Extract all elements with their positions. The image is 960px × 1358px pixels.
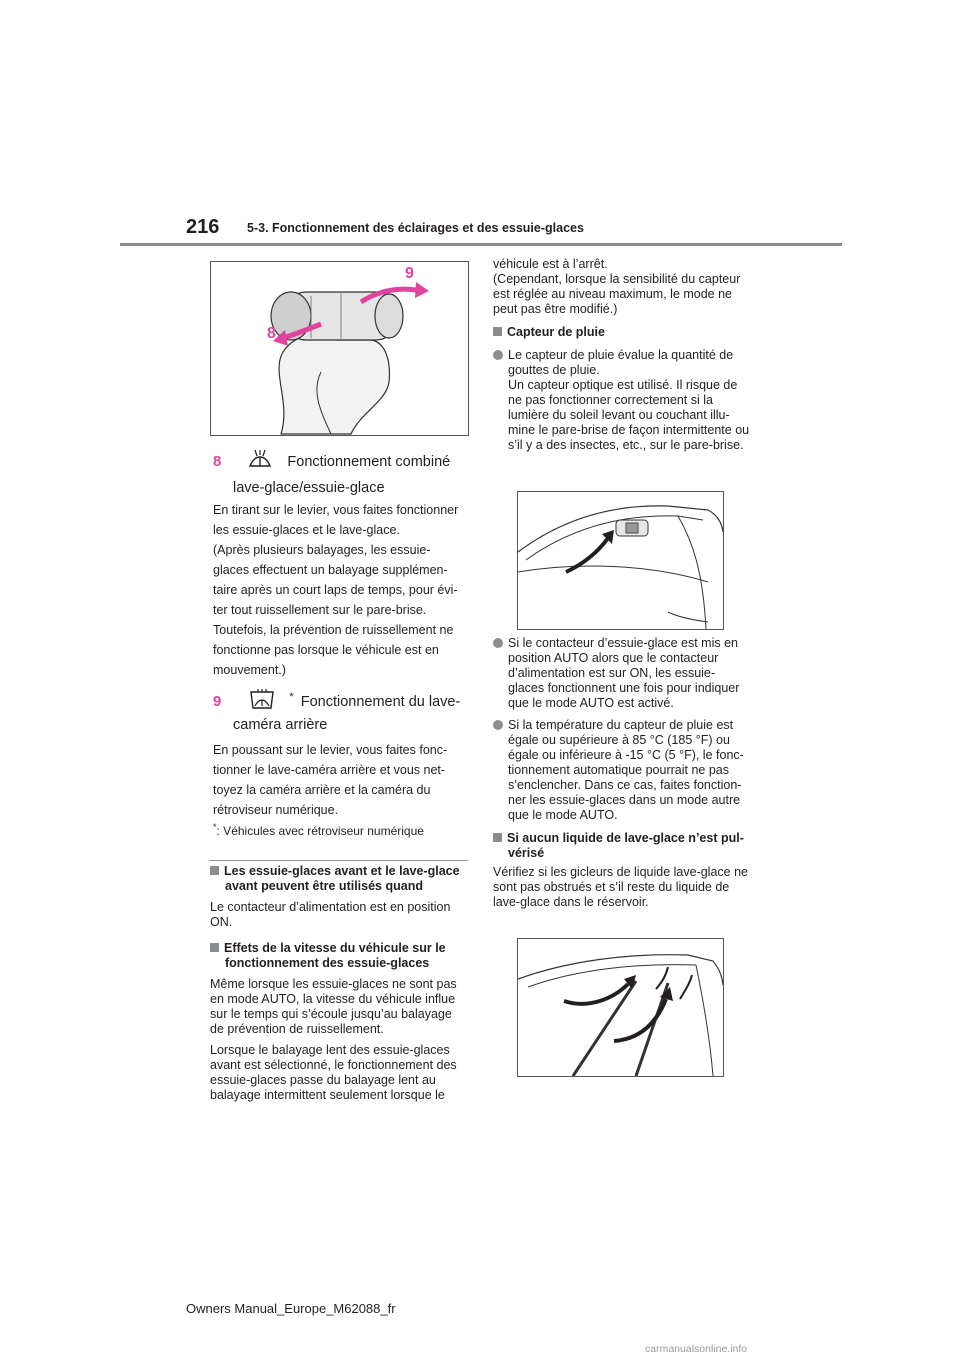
body-line: En poussant sur le levier, vous faites fonc-: [213, 743, 448, 757]
square-bullet-icon: [210, 943, 219, 952]
rain-sensor-bullet: Le capteur de pluie évalue la quantité de gouttes de pluie. Un capteur optique est utilisé. Il risque de ne pas fonctionner correctement si la lumière du soleil levant ou couchant illu-mine le pare-brise de façon intermittente ou s’il y a des insectes, etc., sur le pare-brise.: [493, 348, 751, 453]
item-8-title-2: lave-glace/essuie-glace: [233, 480, 385, 496]
footer-text: Owners Manual_Europe_M62088_fr: [186, 1301, 396, 1316]
bullet-dot-icon: [493, 350, 503, 360]
washer-nozzles-drawing: [518, 939, 723, 1076]
figure-label-8: 8: [267, 325, 276, 342]
body-line: les essuie-glaces et le lave-glace.: [213, 523, 400, 537]
item-8-heading: [213, 449, 473, 475]
square-bullet-icon: [493, 833, 502, 842]
right-column-mid: [493, 636, 751, 910]
body-line: (Après plusieurs balayages, les essuie-: [213, 543, 431, 557]
continuation-text: véhicule est à l’arrêt. (Cependant, lorsque la sensibilité du capteur est réglée au niveau maximum, le mode ne peut pas être modifié.): [493, 257, 741, 316]
body-line: toyez la caméra arrière et la caméra du: [213, 783, 431, 797]
bullet-dot-icon: [493, 638, 503, 648]
washer-nozzles-figure: [517, 938, 724, 1077]
item-9-body: [213, 740, 473, 820]
rain-sensor-figure: [517, 491, 724, 630]
header-rule: [120, 243, 842, 246]
auto-mode-bullet: Si le contacteur d’essuie-glace est mis en position AUTO alors que le contacteur d’alimentation est sur ON, les essuie-glaces fonctionnent une fois pour indiquer que le mode AUTO est activé.: [493, 636, 751, 711]
washer-wiper-icon: [247, 449, 273, 475]
left-sections: [210, 864, 468, 1103]
body-line: glaces effectuent un balayage supplémen-: [213, 563, 448, 577]
right-column: [493, 257, 751, 453]
body-line: fonctionne pas lorsque le véhicule est en: [213, 643, 439, 657]
item-9-heading: [213, 687, 473, 716]
no-fluid-heading: Si aucun liquide de lave-glace n’est pul-vérisé: [493, 831, 751, 861]
footnote-text: : Véhicules avec rétroviseur numérique: [216, 824, 424, 838]
section-divider: [209, 860, 468, 861]
section-title: 5-3. Fonctionnement des éclairages et des essuie-glaces: [247, 221, 584, 235]
square-bullet-icon: [493, 327, 502, 336]
item-9-title-1: Fonctionnement du lave-: [300, 693, 461, 710]
item-9-title-2: caméra arrière: [233, 717, 328, 733]
rain-sensor-drawing: [518, 492, 723, 629]
page-number: 216: [186, 216, 220, 238]
item-8-number: 8: [213, 453, 222, 470]
rain-sensor-heading: Capteur de pluie: [493, 325, 751, 340]
item-8-title-1: Fonctionnement combiné: [287, 454, 451, 470]
body-line: taire après un court laps de temps, pour évi-: [213, 583, 458, 597]
item-9-number: 9: [213, 692, 222, 710]
footnote-mark: *: [213, 822, 217, 832]
item-9-asterisk: *: [289, 691, 294, 703]
item-9-footnote: [213, 822, 473, 838]
square-bullet-icon: [210, 866, 219, 875]
temperature-bullet: Si la température du capteur de pluie est égale ou supérieure à 85 °C (185 °F) ou égale ou inférieure à -15 °C (5 °F), le fonc-tionnement automatique pourrait ne pas s’enclencher. Dans ce cas, faites fonction-ner les essuie-glaces dans un mode autre que le mode AUTO.: [493, 718, 751, 823]
body-line: rétroviseur numérique.: [213, 803, 339, 817]
wiper-lever-drawing: [211, 262, 468, 435]
item-8-body: [213, 500, 473, 680]
bullet-dot-icon: [493, 720, 503, 730]
section-heading: Effets de la vitesse du véhicule sur le fonctionnement des essuie-glaces: [210, 941, 468, 971]
section-body: Le contacteur d’alimentation est en position ON.: [210, 900, 451, 929]
no-fluid-body: Vérifiez si les gicleurs de liquide lave-glace ne sont pas obstrués et s’il reste du liquide de lave-glace dans le réservoir.: [493, 865, 748, 909]
rear-camera-washer-icon: [247, 688, 277, 716]
body-line: Toutefois, la prévention de ruissellement ne: [213, 623, 454, 637]
body-line: ter tout ruissellement sur le pare-brise.: [213, 603, 427, 617]
body-line: tionner le lave-caméra arrière et vous net-: [213, 763, 446, 777]
section-body: Même lorsque les essuie-glaces ne sont pas en mode AUTO, la vitesse du véhicule influe sur le temps qui s’écoule jusqu’au balayage de prévention de ruissellement.: [210, 977, 457, 1036]
body-line: mouvement.): [213, 663, 286, 677]
watermark: carmanualsonline.info: [645, 1343, 748, 1355]
body-line: En tirant sur le levier, vous faites fonctionner: [213, 503, 459, 517]
wiper-lever-figure: [210, 261, 469, 436]
figure-label-9: 9: [405, 265, 414, 282]
section-body: Lorsque le balayage lent des essuie-glaces avant est sélectionné, le fonctionnement des essuie-glaces passe du balayage lent au balayage intermittent seulement lorsque le: [210, 1043, 457, 1102]
section-heading: Les essuie-glaces avant et le lave-glace avant peuvent être utilisés quand: [210, 864, 468, 894]
